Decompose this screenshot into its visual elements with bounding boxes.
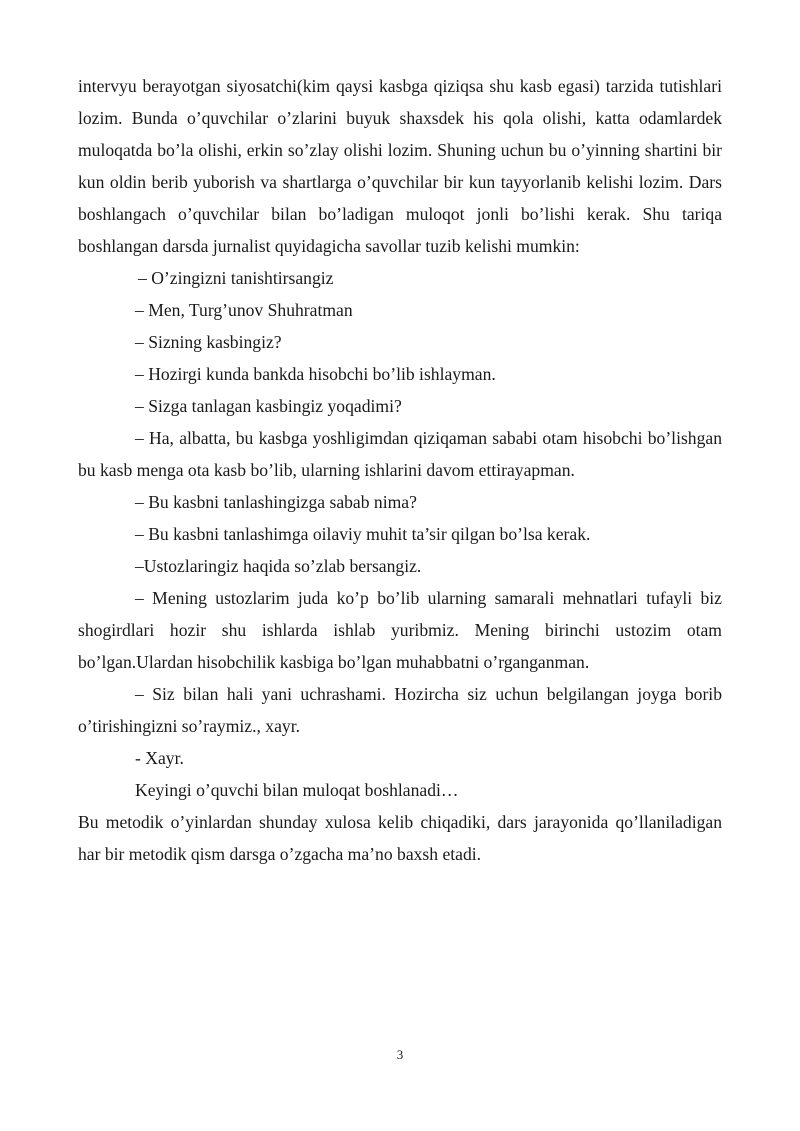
dialog-line-answer-like: – Ha, albatta, bu kasbga yoshligimdan qiziqaman sababi otam hisobchi bo’lishgan bu kasb menga ota kasb bo’lib, ularning ishlarini davom ettirayapman. <box>78 428 722 480</box>
dialog-line-answer-reason: – Bu kasbni tanlashimga oilaviy muhit ta’sir qilgan bo’lsa kerak. <box>135 524 591 544</box>
dialog-line-answer-name: – Men, Turg’unov Shuhratman <box>135 300 353 320</box>
dialog-line-question-introduce: – O’zingizni tanishtirsangiz <box>138 268 334 288</box>
dialog-line-question-reason: – Bu kasbni tanlashingizga sabab nima? <box>135 492 417 512</box>
dialog-line-next-student: Keyingi o’quvchi bilan muloqat boshlanadi… <box>135 780 459 800</box>
page-number: 3 <box>396 1047 404 1062</box>
dialog-line-closing: – Siz bilan hali yani uchrashami. Hozircha siz uchun belgilangan joyga borib o’tirishingizni so’raymiz., xayr. <box>78 684 722 736</box>
page-body <box>78 70 722 870</box>
dialog-line-answer-profession: – Hozirgi kunda bankda hisobchi bo’lib ishlayman. <box>135 364 496 384</box>
dialog-line-question-teachers: –Ustozlaringiz haqida so’zlab bersangiz. <box>135 556 422 576</box>
paragraph-conclusion: Bu metodik o’yinlardan shunday xulosa kelib chiqadiki, dars jarayonida qo’llaniladigan har bir metodik qism darsga o’zgacha ma’no baxsh etadi. <box>78 812 722 864</box>
dialog-line-goodbye: - Xayr. <box>135 748 184 768</box>
dialog-line-question-like: – Sizga tanlagan kasbingiz yoqadimi? <box>135 396 402 416</box>
dialog-line-answer-teachers: – Mening ustozlarim juda ko’p bo’lib ularning samarali mehnatlari tufayli biz shogirdlari hozir shu ishlarda ishlab yuribmiz. Mening birinchi ustozim otam bo’lgan.Ulardan hisobchilik kasbiga bo’lgan muhabbatni o’rganganman. <box>78 588 722 672</box>
dialog-line-question-profession: – Sizning kasbingiz? <box>135 332 282 352</box>
paragraph-intro: intervyu berayotgan siyosatchi(kim qaysi kasbga qiziqsa shu kasb egasi) tarzida tutishlari lozim. Bunda o’quvchilar o’zlarini buyuk shaxsdek his qola olishi, katta odamlardek muloqatda bo’la olishi, erkin so’zlay olishi lozim. Shuning uchun bu o’yinning shartini bir kun oldin berib yuborish va shartlarga o’quvchilar bir kun tayyorlanib kelishi lozim. Dars boshlangach o’quvchilar bilan bo’ladigan muloqot jonli bo’lishi kerak. Shu tariqa boshlangan darsda jurnalist quyidagicha savollar tuzib kelishi mumkin: <box>78 76 722 256</box>
